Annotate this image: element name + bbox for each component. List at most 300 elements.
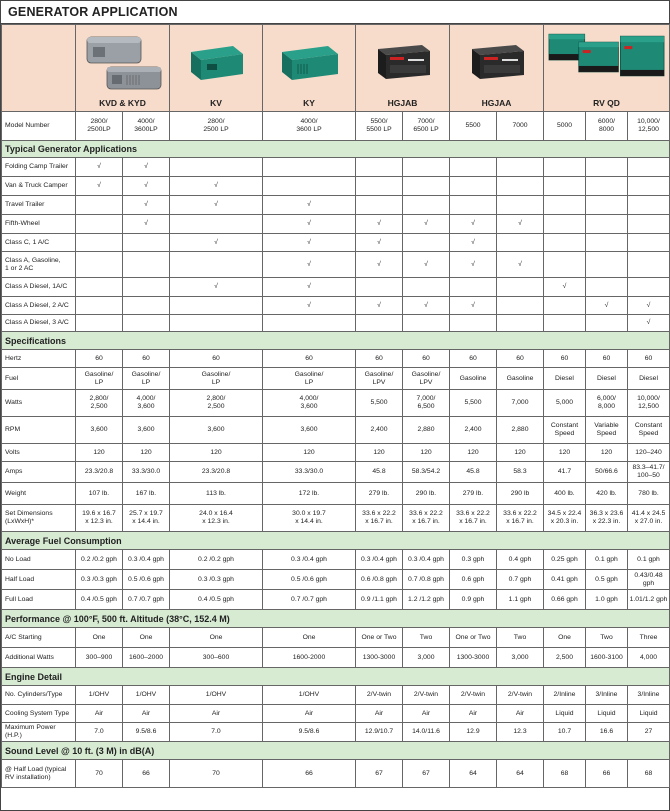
- section-engine-detail: [2, 668, 670, 686]
- table-cell: 58.3: [497, 462, 544, 483]
- table-cell: 1/OHV: [170, 686, 263, 705]
- rvqd-image: [545, 25, 668, 95]
- table-cell: 0.5 gph: [586, 570, 628, 590]
- table-cell: 6,000/ 8,000: [586, 390, 628, 417]
- row-label: Class C, 1 A/C: [2, 234, 76, 252]
- table-cell: 0.6 /0.8 gph: [356, 570, 403, 590]
- table-cell: 420 lb.: [586, 483, 628, 505]
- table-cell: 7.0: [170, 723, 263, 742]
- section-title-sound-level: Sound Level @ 10 ft. (3 M) in dB(A): [2, 742, 670, 760]
- table-cell: 33.6 x 22.2 x 16.7 in.: [356, 505, 403, 532]
- table-cell: Constant Speed: [628, 417, 670, 444]
- table-cell: 83.3–41.7/ 100–50: [628, 462, 670, 483]
- table-cell: 1300-3000: [450, 648, 497, 668]
- table-cell: 36.3 x 23.6 x 22.3 in.: [586, 505, 628, 532]
- table-cell: 400 lb.: [544, 483, 586, 505]
- table-cell: 58.3/54.2: [403, 462, 450, 483]
- table-cell: 7,000/ 6,500: [403, 390, 450, 417]
- table-cell: Gasoline: [450, 368, 497, 390]
- empty-cell: [544, 177, 586, 196]
- empty-cell: [544, 297, 586, 315]
- table-cell: 1.2 /1.2 gph: [403, 590, 450, 610]
- table-cell: 50/66.6: [586, 462, 628, 483]
- check-mark: √: [403, 252, 450, 278]
- check-mark: √: [123, 177, 170, 196]
- empty-cell: [586, 234, 628, 252]
- table-cell: 60: [586, 350, 628, 368]
- spec-row: [2, 444, 670, 462]
- section-title-applications: Typical Generator Applications: [2, 141, 670, 158]
- table-cell: 67: [403, 760, 450, 788]
- row-label: Volts: [2, 444, 76, 462]
- col-header-kvd-kyd: [76, 25, 170, 112]
- table-cell: 0.5 /0.6 gph: [123, 570, 170, 590]
- empty-cell: [263, 315, 356, 332]
- table-cell: Gasoline/ LP: [263, 368, 356, 390]
- table-cell: 4000/ 3600 LP: [263, 112, 356, 141]
- engine-row: [2, 705, 670, 723]
- performance-row: [2, 648, 670, 668]
- check-mark: √: [497, 252, 544, 278]
- section-title-specifications: Specifications: [2, 332, 670, 350]
- table-cell: 9.5/8.6: [123, 723, 170, 742]
- table-cell: 2,880: [403, 417, 450, 444]
- row-label: Full Load: [2, 590, 76, 610]
- empty-cell: [356, 177, 403, 196]
- table-cell: 290 lb.: [403, 483, 450, 505]
- row-label: Half Load: [2, 570, 76, 590]
- empty-cell: [586, 177, 628, 196]
- table-cell: 10.7: [544, 723, 586, 742]
- row-label: Additional Watts: [2, 648, 76, 668]
- row-label: Class A, Gasoline, 1 or 2 AC: [2, 252, 76, 278]
- row-label: Van & Truck Camper: [2, 177, 76, 196]
- engine-row: [2, 686, 670, 705]
- row-label: A/C Starting: [2, 628, 76, 648]
- table-cell: Diesel: [586, 368, 628, 390]
- table-cell: One or Two: [356, 628, 403, 648]
- table-cell: 300–900: [76, 648, 123, 668]
- table-cell: 0.1 gph: [586, 550, 628, 570]
- col-label-hgjaa: HGJAA: [481, 98, 512, 108]
- empty-cell: [628, 234, 670, 252]
- table-cell: 279 lb.: [356, 483, 403, 505]
- table-cell: 60: [403, 350, 450, 368]
- table-cell: 60: [544, 350, 586, 368]
- col-label-kv: KV: [210, 98, 222, 108]
- table-cell: 1600-3100: [586, 648, 628, 668]
- row-label: Maximum Power (H.P.): [2, 723, 76, 742]
- table-cell: One: [544, 628, 586, 648]
- table-cell: 41.4 x 24.5 x 27.0 in.: [628, 505, 670, 532]
- empty-cell: [76, 252, 123, 278]
- col-label-kvd-kyd: KVD & KYD: [99, 98, 146, 108]
- empty-cell: [450, 196, 497, 215]
- table-cell: 68: [628, 760, 670, 788]
- table-cell: One or Two: [450, 628, 497, 648]
- table-cell: 33.6 x 22.2 x 16.7 in.: [450, 505, 497, 532]
- empty-cell: [497, 297, 544, 315]
- table-cell: 0.3 /0.4 gph: [263, 550, 356, 570]
- table-cell: 4,000/ 3,600: [263, 390, 356, 417]
- sound-row: [2, 760, 670, 788]
- check-mark: √: [170, 278, 263, 297]
- table-cell: 41.7: [544, 462, 586, 483]
- empty-cell: [450, 158, 497, 177]
- check-mark: √: [628, 297, 670, 315]
- check-mark: √: [263, 278, 356, 297]
- check-mark: √: [123, 158, 170, 177]
- table-cell: 5,000: [544, 390, 586, 417]
- empty-cell: [170, 315, 263, 332]
- table-cell: 34.5 x 22.4 x 20.3 in.: [544, 505, 586, 532]
- empty-cell: [170, 297, 263, 315]
- empty-cell: [586, 315, 628, 332]
- section-title-fuel-consumption: Average Fuel Consumption: [2, 532, 670, 550]
- table-cell: 66: [586, 760, 628, 788]
- table-cell: Air: [263, 705, 356, 723]
- spec-row: [2, 390, 670, 417]
- empty-cell: [544, 215, 586, 234]
- empty-cell: [403, 196, 450, 215]
- check-mark: √: [450, 252, 497, 278]
- check-mark: √: [450, 234, 497, 252]
- table-cell: 3,600: [76, 417, 123, 444]
- table-cell: One: [123, 628, 170, 648]
- check-mark: √: [497, 215, 544, 234]
- row-label: Travel Trailer: [2, 196, 76, 215]
- table-cell: 120: [450, 444, 497, 462]
- fuel-row: [2, 590, 670, 610]
- table-cell: 107 lb.: [76, 483, 123, 505]
- row-label: No Load: [2, 550, 76, 570]
- hgjaa-image: [451, 25, 542, 95]
- table-cell: 172 lb.: [263, 483, 356, 505]
- table-cell: 4,000/ 3,600: [123, 390, 170, 417]
- section-title-engine-detail: Engine Detail: [2, 668, 670, 686]
- table-cell: 1/OHV: [123, 686, 170, 705]
- spec-row: [2, 483, 670, 505]
- fuel-row: [2, 550, 670, 570]
- check-mark: √: [123, 215, 170, 234]
- check-mark: √: [356, 297, 403, 315]
- table-cell: 0.7 /0.8 gph: [403, 570, 450, 590]
- table-cell: 0.7 gph: [497, 570, 544, 590]
- check-mark: √: [76, 177, 123, 196]
- table-cell: 60: [170, 350, 263, 368]
- table-cell: 120: [263, 444, 356, 462]
- table-cell: 33.3/30.0: [263, 462, 356, 483]
- table-cell: 120: [170, 444, 263, 462]
- check-mark: √: [170, 234, 263, 252]
- table-cell: 2,800/ 2,500: [170, 390, 263, 417]
- table-cell: 0.9 /1.1 gph: [356, 590, 403, 610]
- table-cell: 3,600: [123, 417, 170, 444]
- empty-cell: [497, 177, 544, 196]
- table-cell: 3,600: [170, 417, 263, 444]
- table-cell: 3,000: [497, 648, 544, 668]
- col-label-rvqd: RV QD: [593, 98, 620, 108]
- table-cell: 0.41 gph: [544, 570, 586, 590]
- table-cell: Air: [356, 705, 403, 723]
- table-cell: 60: [123, 350, 170, 368]
- table-cell: 6000/ 8000: [586, 112, 628, 141]
- empty-cell: [76, 297, 123, 315]
- empty-cell: [403, 315, 450, 332]
- empty-cell: [123, 252, 170, 278]
- table-cell: Gasoline: [497, 368, 544, 390]
- table-cell: 2/V-twin: [450, 686, 497, 705]
- table-cell: 19.6 x 16.7 x 12.3 in.: [76, 505, 123, 532]
- empty-cell: [263, 177, 356, 196]
- table-cell: 0.9 gph: [450, 590, 497, 610]
- row-label: Cooling System Type: [2, 705, 76, 723]
- table-cell: Gasoline/ LP: [123, 368, 170, 390]
- empty-cell: [544, 158, 586, 177]
- table-cell: 2/Inline: [544, 686, 586, 705]
- table-cell: 120: [497, 444, 544, 462]
- check-mark: √: [450, 215, 497, 234]
- empty-cell: [76, 196, 123, 215]
- row-label: RPM: [2, 417, 76, 444]
- table-cell: 0.4 /0.5 gph: [76, 590, 123, 610]
- kvd-kyd-image: [77, 25, 168, 95]
- empty-cell: [586, 215, 628, 234]
- table-cell: 7.0: [76, 723, 123, 742]
- table-cell: 1.01/1.2 gph: [628, 590, 670, 610]
- table-cell: 0.3 /0.4 gph: [403, 550, 450, 570]
- row-label: Weight: [2, 483, 76, 505]
- table-cell: Two: [586, 628, 628, 648]
- table-cell: 1600–2000: [123, 648, 170, 668]
- application-row: [2, 252, 670, 278]
- table-cell: 279 lb.: [450, 483, 497, 505]
- row-label: Amps: [2, 462, 76, 483]
- application-row: [2, 315, 670, 332]
- row-label: No. Cylinders/Type: [2, 686, 76, 705]
- table-cell: Constant Speed: [544, 417, 586, 444]
- table-cell: 780 lb.: [628, 483, 670, 505]
- table-cell: 300–600: [170, 648, 263, 668]
- empty-cell: [586, 158, 628, 177]
- table-cell: 1/OHV: [76, 686, 123, 705]
- table-cell: 27: [628, 723, 670, 742]
- row-label: Model Number: [2, 112, 76, 141]
- empty-cell: [123, 234, 170, 252]
- section-fuel-consumption: [2, 532, 670, 550]
- check-mark: √: [263, 234, 356, 252]
- ky-image: [264, 25, 354, 95]
- empty-cell: [123, 278, 170, 297]
- section-applications: [2, 141, 670, 158]
- empty-cell: [497, 315, 544, 332]
- table-cell: 0.3 /0.4 gph: [356, 550, 403, 570]
- table-cell: 10,000/ 12,500: [628, 112, 670, 141]
- table-cell: 23.3/20.8: [76, 462, 123, 483]
- table-cell: 1600-2000: [263, 648, 356, 668]
- table-cell: 0.25 gph: [544, 550, 586, 570]
- table-cell: 24.0 x 16.4 x 12.3 in.: [170, 505, 263, 532]
- empty-cell: [403, 278, 450, 297]
- section-performance: [2, 610, 670, 628]
- table-cell: 0.4 /0.5 gph: [170, 590, 263, 610]
- empty-cell: [497, 196, 544, 215]
- table-cell: 2800/ 2500LP: [76, 112, 123, 141]
- row-label: Class A Diesel, 2 A/C: [2, 297, 76, 315]
- row-label: Hertz: [2, 350, 76, 368]
- table-cell: 60: [76, 350, 123, 368]
- table-cell: 2/V-twin: [403, 686, 450, 705]
- col-label-hgjab: HGJAB: [387, 98, 418, 108]
- table-cell: 25.7 x 19.7 x 14.4 in.: [123, 505, 170, 532]
- table-cell: 30.0 x 19.7 x 14.4 in.: [263, 505, 356, 532]
- table-cell: 0.3 /0.3 gph: [170, 570, 263, 590]
- table-cell: Gasoline/ LP: [76, 368, 123, 390]
- table-cell: 66: [263, 760, 356, 788]
- check-mark: √: [450, 297, 497, 315]
- table-cell: Air: [170, 705, 263, 723]
- empty-cell: [356, 315, 403, 332]
- table-cell: 2/V-twin: [356, 686, 403, 705]
- table-cell: 3/Inline: [586, 686, 628, 705]
- empty-cell: [170, 158, 263, 177]
- row-label: Fuel: [2, 368, 76, 390]
- application-row: [2, 196, 670, 215]
- empty-cell: [544, 315, 586, 332]
- table-cell: Liquid: [586, 705, 628, 723]
- empty-cell: [497, 278, 544, 297]
- row-label: Folding Camp Trailer: [2, 158, 76, 177]
- table-cell: Gasoline/ LP: [170, 368, 263, 390]
- table-cell: 290 lb: [497, 483, 544, 505]
- table-cell: 60: [497, 350, 544, 368]
- empty-cell: [586, 252, 628, 278]
- spec-row: [2, 350, 670, 368]
- table-cell: Air: [403, 705, 450, 723]
- table-cell: 120–240: [628, 444, 670, 462]
- empty-cell: [497, 158, 544, 177]
- check-mark: √: [263, 196, 356, 215]
- table-cell: 33.6 x 22.2 x 16.7 in.: [403, 505, 450, 532]
- table-cell: One: [170, 628, 263, 648]
- table-cell: Three: [628, 628, 670, 648]
- table-cell: 10,000/ 12,500: [628, 390, 670, 417]
- table-cell: Air: [497, 705, 544, 723]
- empty-cell: [450, 177, 497, 196]
- table-cell: One: [76, 628, 123, 648]
- spec-row: [2, 417, 670, 444]
- empty-cell: [76, 315, 123, 332]
- col-header-hgjaa: [450, 25, 544, 112]
- empty-cell: [586, 278, 628, 297]
- table-cell: 60: [356, 350, 403, 368]
- empty-cell: [544, 252, 586, 278]
- check-mark: √: [403, 215, 450, 234]
- table-cell: 14.0/11.6: [403, 723, 450, 742]
- table-cell: 0.3 /0.3 gph: [76, 570, 123, 590]
- row-label: Watts: [2, 390, 76, 417]
- table-cell: Air: [450, 705, 497, 723]
- table-cell: Air: [123, 705, 170, 723]
- table-cell: 0.66 gph: [544, 590, 586, 610]
- empty-cell: [356, 196, 403, 215]
- table-cell: 12.9: [450, 723, 497, 742]
- table-cell: 167 lb.: [123, 483, 170, 505]
- fuel-row: [2, 570, 670, 590]
- check-mark: √: [403, 297, 450, 315]
- check-mark: √: [263, 252, 356, 278]
- empty-cell: [586, 196, 628, 215]
- empty-cell: [403, 158, 450, 177]
- check-mark: √: [586, 297, 628, 315]
- application-row: [2, 177, 670, 196]
- table-cell: Air: [76, 705, 123, 723]
- table-cell: 5500: [450, 112, 497, 141]
- table-cell: 23.3/20.8: [170, 462, 263, 483]
- table-cell: 45.8: [356, 462, 403, 483]
- table-cell: 2,400: [356, 417, 403, 444]
- empty-cell: [76, 215, 123, 234]
- check-mark: √: [544, 278, 586, 297]
- empty-cell: [356, 278, 403, 297]
- table-cell: 33.3/30.0: [123, 462, 170, 483]
- empty-cell: [403, 177, 450, 196]
- row-label: Class A Diesel, 1A/C: [2, 278, 76, 297]
- empty-cell: [123, 315, 170, 332]
- check-mark: √: [356, 234, 403, 252]
- application-row: [2, 278, 670, 297]
- table-cell: 120: [356, 444, 403, 462]
- table-cell: Liquid: [628, 705, 670, 723]
- table-cell: Gasoline/ LPV: [403, 368, 450, 390]
- engine-row: [2, 723, 670, 742]
- application-row: [2, 158, 670, 177]
- empty-cell: [628, 177, 670, 196]
- table-cell: 12.3: [497, 723, 544, 742]
- empty-cell: [170, 215, 263, 234]
- table-cell: 120: [403, 444, 450, 462]
- table-cell: 0.5 /0.6 gph: [263, 570, 356, 590]
- page-title: GENERATOR APPLICATION: [1, 1, 669, 24]
- empty-cell: [123, 297, 170, 315]
- check-mark: √: [170, 196, 263, 215]
- table-cell: 2,500: [544, 648, 586, 668]
- application-row: [2, 297, 670, 315]
- table-cell: Two: [403, 628, 450, 648]
- table-cell: 67: [356, 760, 403, 788]
- table-cell: 64: [450, 760, 497, 788]
- row-label: Set Dimensions (LxWxH)*: [2, 505, 76, 532]
- table-cell: Gasoline/ LPV: [356, 368, 403, 390]
- table-cell: 1/OHV: [263, 686, 356, 705]
- check-mark: √: [170, 177, 263, 196]
- empty-cell: [628, 196, 670, 215]
- table-cell: 5,500: [450, 390, 497, 417]
- kv-image: [171, 25, 261, 95]
- table-cell: 3/Inline: [628, 686, 670, 705]
- table-cell: 5000: [544, 112, 586, 141]
- col-header-kv: [170, 25, 263, 112]
- section-title-performance: Performance @ 100°F, 500 ft. Altitude (38°C, 152.4 M): [2, 610, 670, 628]
- table-cell: 1.0 gph: [586, 590, 628, 610]
- spec-row: [2, 368, 670, 390]
- model-header-row: [2, 25, 670, 112]
- table-cell: 9.5/8.6: [263, 723, 356, 742]
- table-cell: 0.43/0.48 gph: [628, 570, 670, 590]
- empty-cell: [450, 315, 497, 332]
- model-number-row: [2, 112, 670, 141]
- table-cell: 2,400: [450, 417, 497, 444]
